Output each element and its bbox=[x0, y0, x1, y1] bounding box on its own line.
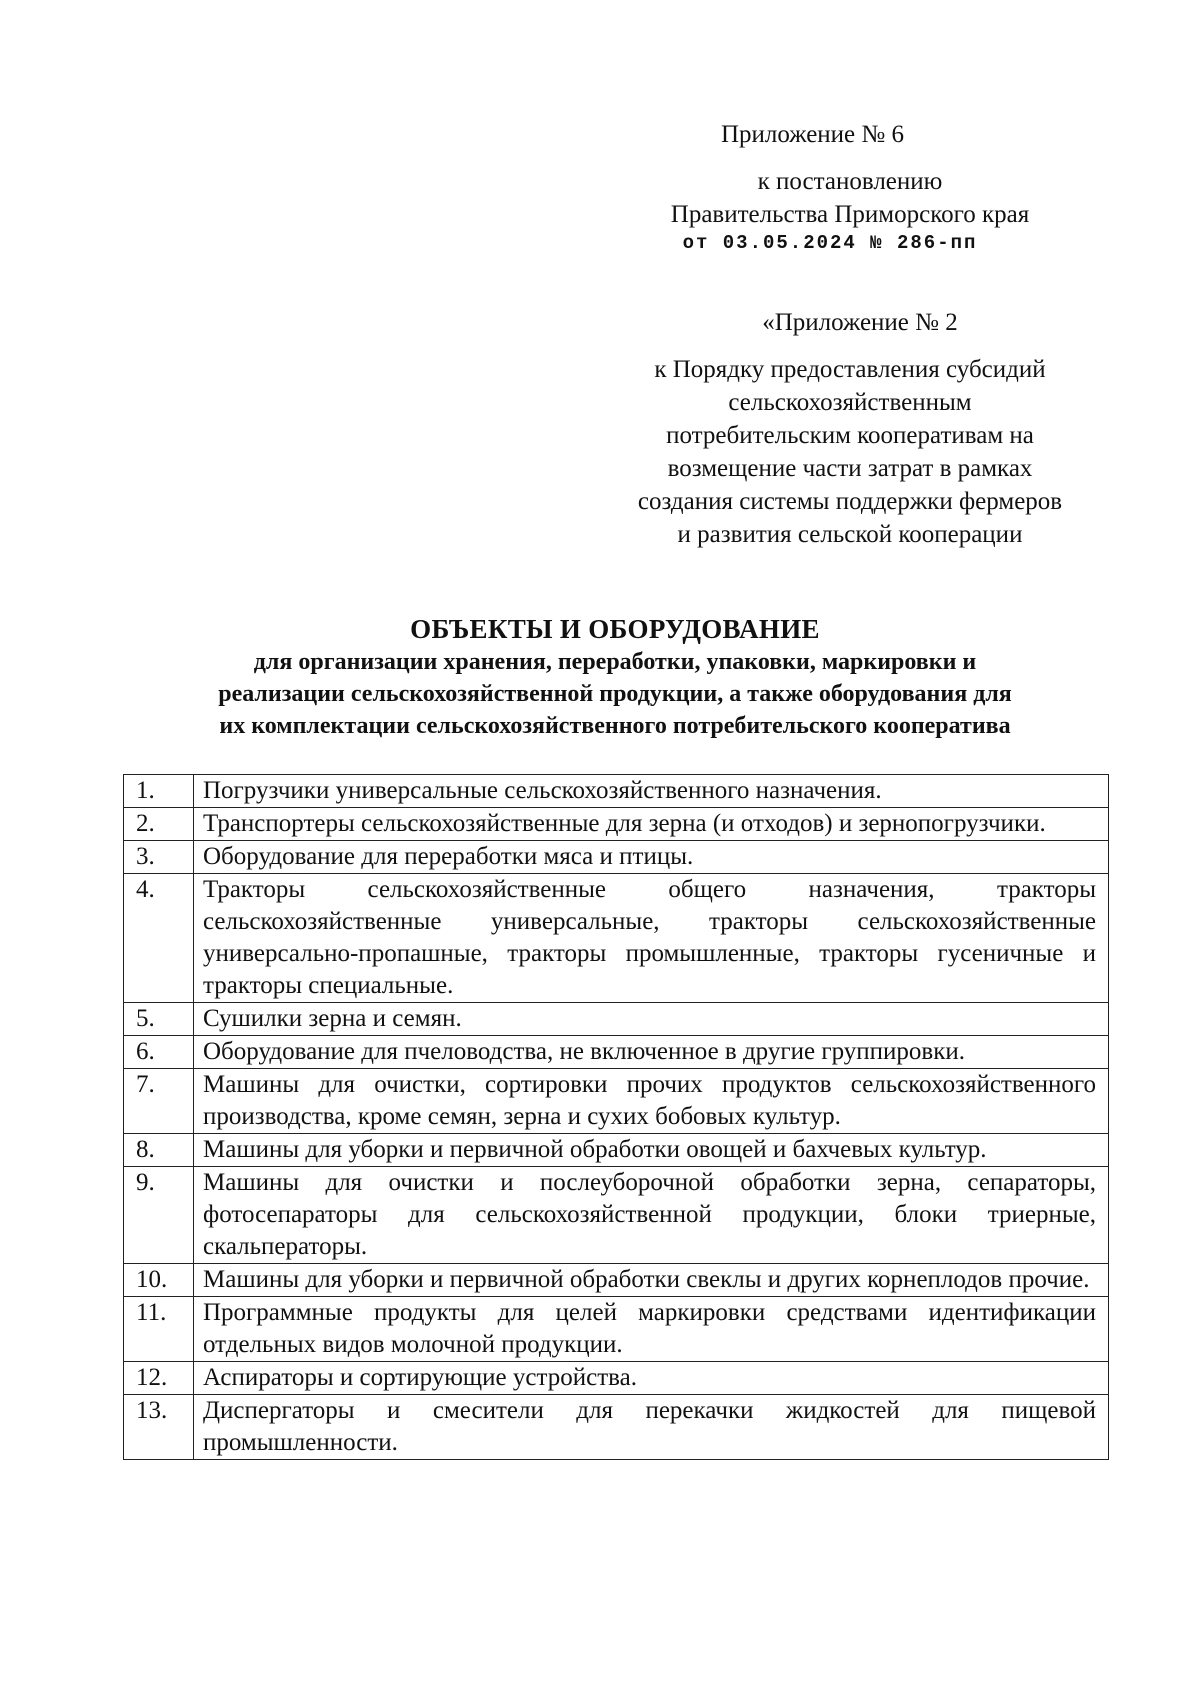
row-number: 6. bbox=[124, 1036, 194, 1069]
row-number: 11. bbox=[124, 1297, 194, 1362]
table-row bbox=[124, 1069, 1109, 1134]
row-number: 2. bbox=[124, 808, 194, 841]
appendix-title: Приложение № 6 bbox=[720, 121, 905, 148]
row-text: Машины для уборки и первичной обработки свеклы и других корнеплодов прочие. bbox=[194, 1264, 1109, 1297]
document-title-block bbox=[100, 612, 1130, 742]
table-row bbox=[124, 874, 1109, 1003]
row-number: 3. bbox=[124, 841, 194, 874]
row-text: Программные продукты для целей маркировки средствами идентификации отдельных видов молочной продукции. bbox=[194, 1297, 1109, 1362]
row-text: Оборудование для пчеловодства, не включенное в другие группировки. bbox=[194, 1036, 1109, 1069]
attachment-line: и развития сельской кооперации bbox=[677, 521, 1023, 548]
row-number: 4. bbox=[124, 874, 194, 1003]
row-text: Машины для очистки, сортировки прочих продуктов сельскохозяйственного производства, кроме семян, зерна и сухих бобовых культур. bbox=[194, 1069, 1109, 1134]
table-row bbox=[124, 808, 1109, 841]
attachment-line: потребительским кооперативам на bbox=[666, 422, 1034, 449]
row-text: Оборудование для переработки мяса и птицы. bbox=[194, 841, 1109, 874]
attachment-line: возмещение части затрат в рамках bbox=[667, 455, 1033, 482]
attachment-line: сельскохозяйственным bbox=[728, 389, 972, 416]
table-row bbox=[124, 841, 1109, 874]
row-number: 7. bbox=[124, 1069, 194, 1134]
attachment-header bbox=[580, 306, 1120, 551]
row-number: 1. bbox=[124, 775, 194, 808]
decree-line: к постановлению bbox=[757, 168, 943, 195]
row-number: 9. bbox=[124, 1167, 194, 1264]
row-text: Аспираторы и сортирующие устройства. bbox=[194, 1362, 1109, 1395]
row-number: 8. bbox=[124, 1134, 194, 1167]
table-row bbox=[124, 1134, 1109, 1167]
row-text: Сушилки зерна и семян. bbox=[194, 1003, 1109, 1036]
row-text: Тракторы сельскохозяйственные общего назначения, тракторы сельскохозяйственные универсальные, тракторы сельскохозяйственные универсально-пропашные, тракторы промышленные, тракторы гусеничные и тракторы специальные. bbox=[194, 874, 1109, 1003]
decree-line: Правительства Приморского края bbox=[670, 201, 1030, 228]
document-subtitle-line: реализации сельскохозяйственной продукции, а также оборудования для bbox=[218, 681, 1012, 707]
table-row bbox=[124, 1297, 1109, 1362]
row-text: Диспергаторы и смесители для перекачки жидкостей для пищевой промышленности. bbox=[194, 1395, 1109, 1460]
decree-date-number-stamp: от 03.05.2024 № 286-пп bbox=[682, 232, 978, 254]
appendix-header bbox=[600, 118, 1100, 254]
table-row bbox=[124, 775, 1109, 808]
document-title: ОБЪЕКТЫ И ОБОРУДОВАНИЕ bbox=[410, 614, 820, 644]
equipment-table bbox=[123, 774, 1109, 1460]
row-text: Транспортеры сельскохозяйственные для зерна (и отходов) и зернопогрузчики. bbox=[194, 808, 1109, 841]
document-subtitle-line: их комплектации сельскохозяйственного потребительского кооператива bbox=[219, 713, 1011, 739]
row-text: Машины для уборки и первичной обработки овощей и бахчевых культур. bbox=[194, 1134, 1109, 1167]
attachment-title: «Приложение № 2 bbox=[762, 309, 958, 336]
table-row bbox=[124, 1167, 1109, 1264]
attachment-line: создания системы поддержки фермеров bbox=[637, 488, 1063, 515]
attachment-line: к Порядку предоставления субсидий bbox=[654, 356, 1046, 383]
row-text: Погрузчики универсальные сельскохозяйственного назначения. bbox=[194, 775, 1109, 808]
table-row bbox=[124, 1362, 1109, 1395]
row-text: Машины для очистки и послеуборочной обработки зерна, сепараторы, фотосепараторы для сельскохозяйственной продукции, блоки триерные, скальператоры. bbox=[194, 1167, 1109, 1264]
table-row bbox=[124, 1395, 1109, 1460]
table-row bbox=[124, 1264, 1109, 1297]
table-row bbox=[124, 1036, 1109, 1069]
table-row bbox=[124, 1003, 1109, 1036]
row-number: 12. bbox=[124, 1362, 194, 1395]
row-number: 5. bbox=[124, 1003, 194, 1036]
row-number: 10. bbox=[124, 1264, 194, 1297]
row-number: 13. bbox=[124, 1395, 194, 1460]
document-subtitle-line: для организации хранения, переработки, упаковки, маркировки и bbox=[253, 649, 977, 675]
